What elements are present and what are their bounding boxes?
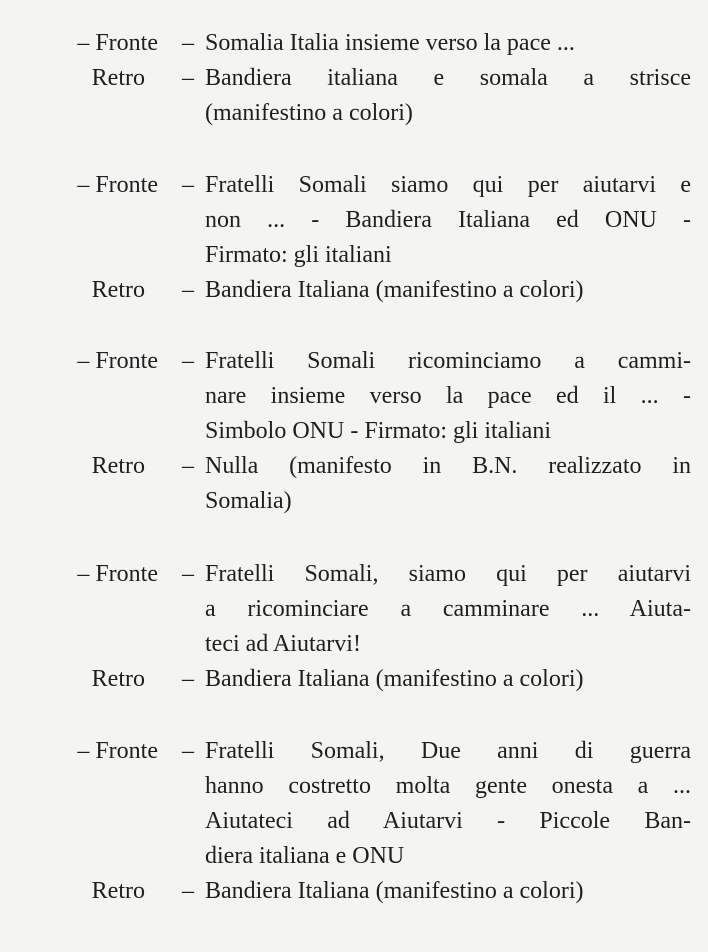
dash: – <box>182 348 194 374</box>
fronte-text-line: Fratelli Somali siamo qui per aiutarvi e <box>205 172 691 198</box>
entry-3 <box>0 344 708 519</box>
dash: – <box>182 30 194 56</box>
fronte-label: – Fronte <box>77 30 158 56</box>
dash: – <box>182 65 194 91</box>
fronte-text-line: teci ad Aiutarvi! <box>205 631 361 657</box>
fronte-text-line: Fratelli Somali ricominciamo a cammi- <box>205 348 691 374</box>
fronte-row-cont <box>0 627 708 662</box>
retro-row <box>0 273 708 308</box>
fronte-row-cont <box>0 839 708 874</box>
fronte-row <box>0 168 708 203</box>
fronte-row-cont <box>0 769 708 804</box>
dash: – <box>182 172 194 198</box>
retro-label: Retro <box>91 878 145 904</box>
entry-5 <box>0 734 708 909</box>
dash: – <box>182 453 194 479</box>
fronte-text-line: diera italiana e ONU <box>205 843 405 869</box>
retro-text-line: Bandiera Italiana (manifestino a colori) <box>205 878 584 904</box>
retro-row-cont <box>0 96 708 131</box>
retro-text-line: Bandiera italiana e somala a strisce <box>205 65 691 91</box>
dash: – <box>182 878 194 904</box>
fronte-label: – Fronte <box>77 348 158 374</box>
entry-4 <box>0 557 708 697</box>
retro-label: Retro <box>91 65 145 91</box>
retro-row <box>0 449 708 484</box>
fronte-label: – Fronte <box>77 561 158 587</box>
retro-text-line: (manifestino a colori) <box>205 100 413 126</box>
retro-row <box>0 61 708 96</box>
fronte-row-cont <box>0 592 708 627</box>
fronte-text-line: Fratelli Somali, Due anni di guerra <box>205 738 691 764</box>
dash: – <box>182 277 194 303</box>
retro-text-line: Somalia) <box>205 488 292 514</box>
fronte-row-cont <box>0 414 708 449</box>
retro-row <box>0 874 708 909</box>
retro-text-line: Nulla (manifesto in B.N. realizzato in <box>205 453 691 479</box>
entry-2 <box>0 168 708 308</box>
dash: – <box>182 666 194 692</box>
dash: – <box>182 738 194 764</box>
fronte-row <box>0 344 708 379</box>
fronte-label: – Fronte <box>77 172 158 198</box>
fronte-row-cont <box>0 203 708 238</box>
fronte-text-line: Firmato: gli italiani <box>205 242 392 268</box>
retro-text-line: Bandiera Italiana (manifestino a colori) <box>205 277 584 303</box>
retro-label: Retro <box>91 277 145 303</box>
fronte-text-line: a ricominciare a camminare ... Aiuta- <box>205 596 691 622</box>
fronte-text-line: Aiutateci ad Aiutarvi - Piccole Ban- <box>205 808 691 834</box>
fronte-row-cont <box>0 804 708 839</box>
fronte-text-line: non ... - Bandiera Italiana ed ONU - <box>205 207 691 233</box>
fronte-row-cont <box>0 379 708 414</box>
dash: – <box>182 561 194 587</box>
fronte-row <box>0 26 708 61</box>
fronte-text-line: Simbolo ONU - Firmato: gli italiani <box>205 418 551 444</box>
retro-label: Retro <box>91 666 145 692</box>
retro-row <box>0 662 708 697</box>
fronte-text-line: Fratelli Somali, siamo qui per aiutarvi <box>205 561 691 587</box>
fronte-text-line: hanno costretto molta gente onesta a ... <box>205 773 691 799</box>
retro-row-cont <box>0 484 708 519</box>
fronte-text-line: nare insieme verso la pace ed il ... - <box>205 383 691 409</box>
fronte-text-line: Somalia Italia insieme verso la pace ... <box>205 30 575 56</box>
fronte-row <box>0 557 708 592</box>
fronte-row <box>0 734 708 769</box>
entry-1 <box>0 26 708 131</box>
fronte-label: – Fronte <box>77 738 158 764</box>
retro-text-line: Bandiera Italiana (manifestino a colori) <box>205 666 584 692</box>
retro-label: Retro <box>91 453 145 479</box>
fronte-row-cont <box>0 238 708 273</box>
